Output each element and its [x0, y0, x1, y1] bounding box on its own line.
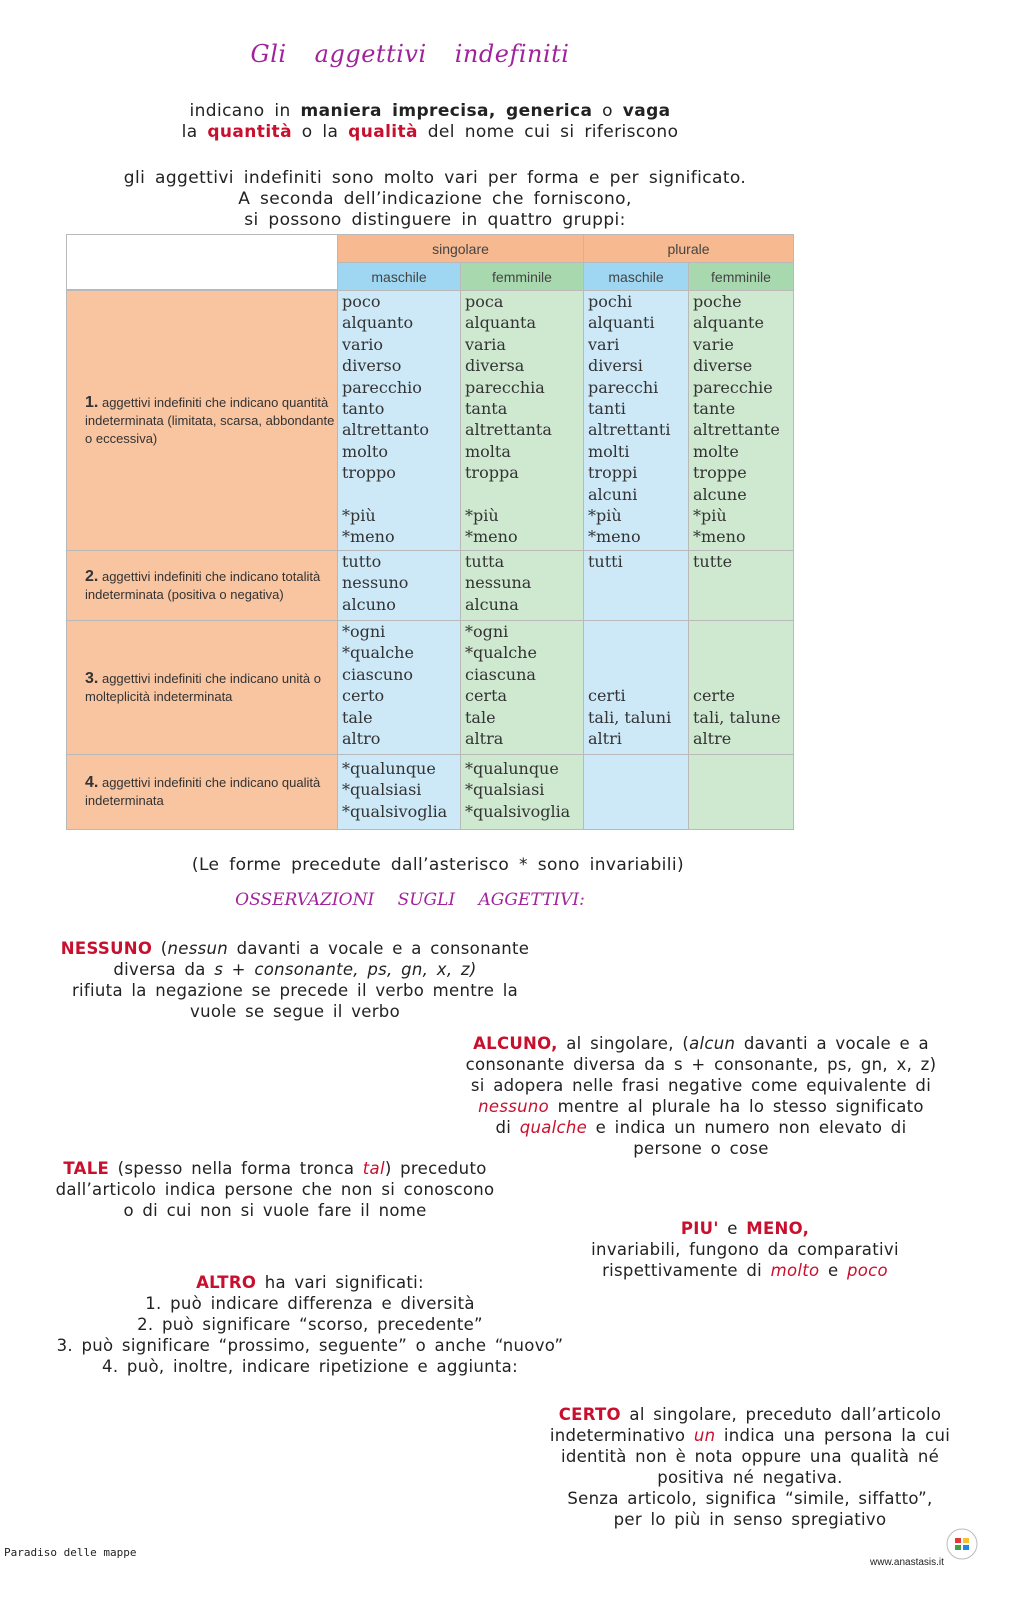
observations-title: OSSERVAZIONI SUGLI AGGETTIVI: — [235, 890, 585, 910]
altro-block: ALTRO ha vari significati: 1. può indicare differenza e diversità 2. può significare “scorso, precedente” 3. può significare “prossimo, seguente” o anche “nuovo” 4. può, inoltre, indicare ripetizione e aggiunta: — [56, 1273, 564, 1376]
word — [588, 621, 688, 642]
word — [693, 642, 793, 663]
cell-r2-sing-femm — [460, 550, 584, 621]
word: tutte — [693, 552, 733, 571]
cell-r4-plur-femm — [688, 754, 794, 830]
word: certa — [465, 686, 508, 706]
word: parecchie — [693, 377, 773, 397]
word: tutto — [342, 552, 382, 571]
word: poche — [693, 292, 742, 311]
cell-r2-plur-masc — [583, 550, 689, 621]
word: *ogni — [465, 622, 509, 641]
certo-block: CERTO al singolare, preceduto dall’articolo indeterminativo un indica una persona la cui identità non è nota oppure una qualità né positiva né negativa. Senza articolo, significa “simile, siffatto”, per lo più in senso spregiativo — [549, 1405, 951, 1529]
word: nessuno — [342, 573, 409, 593]
cell-r1-sing-femm — [460, 290, 584, 551]
word: *qualsiasi — [342, 780, 422, 800]
cell-r3-sing-femm — [460, 620, 584, 755]
word: tali, taluni — [588, 707, 672, 727]
word: *qualunque — [465, 759, 559, 778]
word: ciascuna — [465, 664, 536, 684]
word: parecchi — [588, 377, 659, 397]
word: *qualunque — [342, 759, 436, 778]
cell-r2-plur-femm — [688, 550, 794, 621]
word: *meno — [465, 527, 518, 547]
alcuno-block: ALCUNO, al singolare, (alcun davanti a vocale e a consonante diversa da s + consonante, ps, gn, x, z) si adopera nelle frasi negative come equivalente di nessuno mentre al plurale ha lo stesso significato di qualche e indica un numero non elevato di persone o cose — [465, 1034, 937, 1158]
word: *meno — [693, 527, 746, 547]
word: altrettanti — [588, 420, 671, 440]
word: tale — [342, 707, 373, 727]
word: altro — [342, 729, 381, 749]
word: molte — [693, 441, 739, 461]
word: varie — [693, 334, 734, 354]
cell-r1-plur-masc — [583, 290, 689, 551]
word: tutti — [588, 552, 623, 571]
word: parecchia — [465, 377, 545, 397]
footer-left: Paradiso delle mappe — [4, 1546, 137, 1559]
cell-r4-sing-femm — [460, 754, 584, 830]
footer-right: www.anastasis.it — [870, 1557, 944, 1568]
header-singolare: singolare — [337, 234, 584, 263]
word: troppi — [588, 463, 638, 483]
word: molta — [465, 441, 511, 461]
word: diversi — [588, 356, 643, 376]
intro-line-2: la quantità o la qualità del nome cui si riferiscono — [181, 122, 679, 142]
word: alcuni — [588, 484, 638, 504]
header-plur-femminile: femminile — [688, 262, 794, 291]
word: troppe — [693, 463, 747, 483]
cell-r3-plur-femm — [688, 620, 794, 755]
word: altri — [588, 729, 622, 749]
word — [693, 664, 793, 685]
word: alcuna — [465, 594, 519, 614]
header-sing-maschile: maschile — [337, 262, 461, 291]
word: tante — [693, 399, 736, 419]
word: *più — [465, 506, 499, 526]
cell-r3-plur-masc — [583, 620, 689, 755]
word: alquanti — [588, 313, 655, 333]
word: *ogni — [342, 622, 386, 641]
row-label-quantita: 1. aggettivi indefiniti che indicano quantità indeterminata (limitata, scarsa, abbondante o eccessiva) — [66, 290, 338, 551]
word: *qualsivoglia — [342, 801, 448, 821]
word: *meno — [588, 527, 641, 547]
word — [342, 484, 460, 505]
word: tutta — [465, 552, 505, 571]
word: nessuna — [465, 573, 532, 593]
word: *più — [588, 506, 622, 526]
word: diverso — [342, 356, 402, 376]
word: altrettante — [693, 420, 780, 440]
intro-line-4: A seconda dell’indicazione che forniscono, — [238, 189, 632, 209]
cell-r1-sing-masc — [337, 290, 461, 551]
word: vario — [342, 334, 383, 354]
adjectives-table — [66, 234, 794, 832]
word: alquanta — [465, 313, 537, 333]
page-title: Gli aggettivi indefiniti — [250, 40, 570, 68]
row-label-totalita: 2. aggettivi indefiniti che indicano totalità indeterminata (positiva o negativa) — [66, 550, 338, 621]
word: tanta — [465, 399, 508, 419]
word: altra — [465, 729, 504, 749]
word: altre — [693, 729, 732, 749]
word: *meno — [342, 527, 395, 547]
word: poco — [342, 292, 381, 311]
word: alquante — [693, 313, 764, 333]
word: troppo — [342, 463, 396, 483]
word: altrettanto — [342, 420, 429, 440]
row-label-qualita: 4. aggettivi indefiniti che indicano qualità indeterminata — [66, 754, 338, 830]
word: *qualsivoglia — [465, 801, 571, 821]
word: pochi — [588, 292, 633, 311]
word: altrettanta — [465, 420, 552, 440]
word: *più — [693, 506, 727, 526]
row-label-unita: 3. aggettivi indefiniti che indicano unità o molteplicità indeterminata — [66, 620, 338, 755]
word: tale — [465, 707, 496, 727]
tale-block: TALE (spesso nella forma tronca tal) preceduto dall’articolo indica persone che non si conoscono o di cui non si vuole fare il nome — [55, 1159, 495, 1220]
cell-r4-plur-masc — [583, 754, 689, 830]
intro-line-3: gli aggettivi indefiniti sono molto vari per forma e per significato. — [123, 168, 747, 188]
word: alcune — [693, 484, 747, 504]
word: vari — [588, 334, 620, 354]
word: diverse — [693, 356, 753, 376]
word: tanto — [342, 399, 385, 419]
header-plurale: plurale — [583, 234, 794, 263]
intro-line-5: si possono distinguere in quattro gruppi: — [244, 210, 626, 230]
cell-r3-sing-masc — [337, 620, 461, 755]
word: *più — [342, 506, 376, 526]
word — [588, 664, 688, 685]
word: certo — [342, 686, 385, 706]
word: molti — [588, 441, 630, 461]
word: tali, talune — [693, 707, 781, 727]
word: alquanto — [342, 313, 414, 333]
word: tanti — [588, 399, 626, 419]
cell-r2-sing-masc — [337, 550, 461, 621]
word: alcuno — [342, 594, 396, 614]
word: certi — [588, 686, 626, 706]
word: troppa — [465, 463, 519, 483]
word: *qualsiasi — [465, 780, 545, 800]
intro-line-1: indicano in maniera imprecisa, generica o vaga — [189, 101, 671, 121]
piu-meno-block: PIU' e MENO, invariabili, fungono da comparativi rispettivamente di molto e poco — [591, 1219, 899, 1280]
word — [588, 642, 688, 663]
word: varia — [465, 334, 506, 354]
word: molto — [342, 441, 388, 461]
supermappe-logo-icon — [945, 1527, 979, 1561]
header-sing-femminile: femminile — [460, 262, 584, 291]
word: diversa — [465, 356, 525, 376]
word: poca — [465, 292, 504, 311]
cell-r1-plur-femm — [688, 290, 794, 551]
header-plur-maschile: maschile — [583, 262, 689, 291]
word — [465, 484, 583, 505]
asterisk-note: (Le forme precedute dall’asterisco * sono invariabili) — [191, 855, 685, 875]
word: certe — [693, 686, 735, 706]
nessuno-block: NESSUNO (nessun davanti a vocale e a consonante diversa da s + consonante, ps, gn, x, z) rifiuta la negazione se precede il verbo mentre la vuole se segue il verbo — [60, 939, 530, 1021]
word: *qualche — [465, 643, 537, 663]
word — [693, 621, 793, 642]
word: ciascuno — [342, 664, 414, 684]
table-corner — [66, 234, 338, 290]
cell-r4-sing-masc — [337, 754, 461, 830]
word: *qualche — [342, 643, 414, 663]
word: parecchio — [342, 377, 422, 397]
